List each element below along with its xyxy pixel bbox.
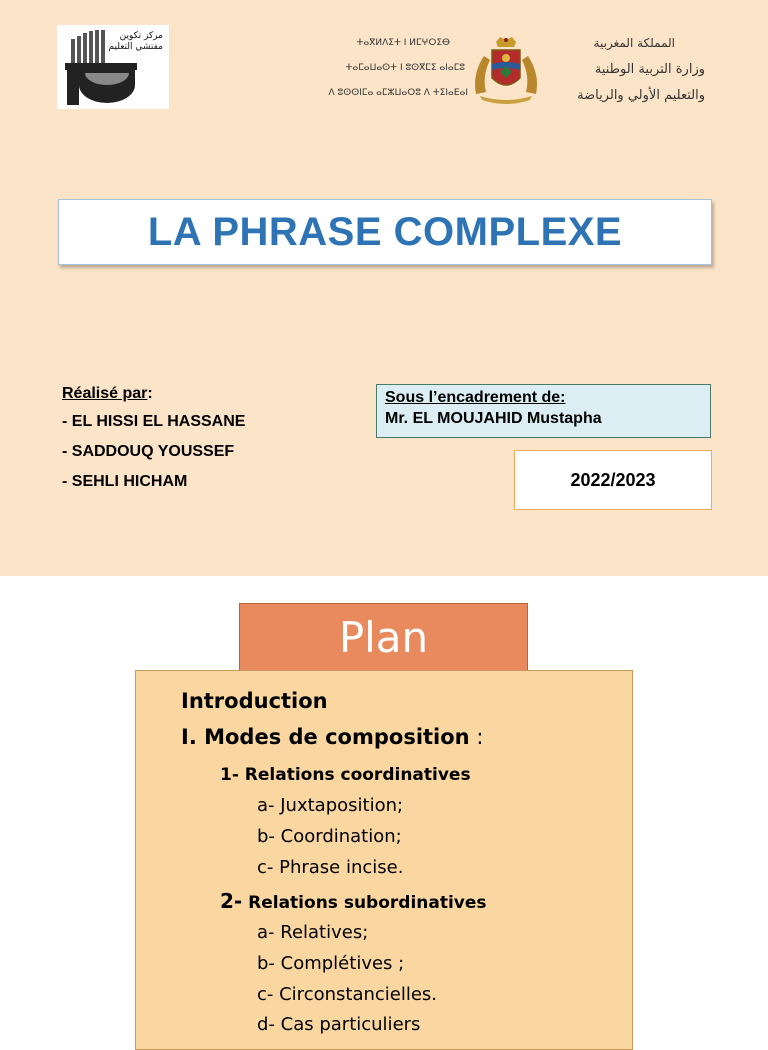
title-box: [58, 199, 712, 265]
institute-logo: [57, 25, 169, 109]
ministry-header: [300, 30, 720, 110]
tifinagh-line-3: ⴷ ⵓⵙⵙⵏⵎⴰ ⴰⵎⵣⵡⴰⵔⵓ ⴷ ⵜⵉⵏⴰⴹⴰⵏ: [328, 88, 468, 98]
author-name: - EL HISSI EL HASSANE: [62, 413, 246, 430]
outline-item: d- Cas particuliers: [257, 1014, 421, 1035]
authors-label-colon: :: [147, 385, 153, 402]
supervisor-name: Mr. EL MOUJAHID Mustapha: [385, 410, 602, 427]
authors-block: [62, 385, 245, 503]
plan-title-box: [239, 603, 528, 671]
plan-outline: [135, 670, 633, 1050]
supervisor-label: Sous l’encadrement de:: [385, 389, 566, 406]
outline-item: b- Complétives ;: [257, 953, 405, 974]
outline-item: b- Coordination;: [257, 826, 402, 847]
supervisor-box: [376, 384, 711, 438]
plan-title: Plan: [338, 612, 429, 662]
tifinagh-line-1: ⵜⴰⴳⵍⴷⵉⵜ ⵏ ⵍⵎⵖⵔⵉⴱ: [356, 38, 450, 48]
outline-section-1-number: 1-: [220, 765, 239, 785]
outline-introduction: Introduction: [181, 689, 328, 713]
outline-section-1: [220, 765, 471, 785]
outline-section-2: [220, 889, 487, 913]
outline-item: a- Relatives;: [257, 922, 369, 943]
moroccan-coat-of-arms-icon: [470, 34, 542, 106]
authors-label-text: Réalisé par: [62, 385, 148, 402]
outline-part-1-title: I. Modes de composition: [181, 725, 470, 749]
academic-year: 2022/2023: [570, 469, 656, 490]
author-name: - SADDOUQ YOUSSEF: [62, 443, 235, 460]
arabic-line-1: المملكة المغربية: [593, 36, 675, 50]
outline-section-2-title: Relations subordinatives: [242, 893, 487, 913]
outline-part-1: [181, 725, 483, 749]
institute-logo-text: مركز تكوين مفتشي التعليم: [108, 31, 163, 52]
document-title: LA PHRASE COMPLEXE: [147, 209, 623, 254]
authors-label: [62, 385, 245, 403]
tifinagh-line-2: ⵜⴰⵎⴰⵡⴰⵙⵜ ⵏ ⵓⵙⴳⵎⵉ ⴰⵏⴰⵎⵓ: [345, 63, 465, 73]
outline-item: c- Circonstancielles.: [257, 984, 438, 1005]
outline-item: c- Phrase incise.: [257, 857, 404, 878]
outline-section-2-number: 2-: [220, 889, 243, 913]
author-name: - SEHLI HICHAM: [62, 473, 188, 490]
outline-section-1-title: Relations coordinatives: [238, 765, 471, 785]
outline-item: a- Juxtaposition;: [257, 795, 404, 816]
plan-slide: [0, 576, 768, 1035]
academic-year-box: [514, 450, 712, 510]
outline-part-1-colon: :: [469, 725, 484, 749]
arabic-line-3: والتعليم الأولي والرياضة: [577, 88, 705, 103]
arabic-line-2: وزارة التربية الوطنية: [594, 62, 705, 77]
